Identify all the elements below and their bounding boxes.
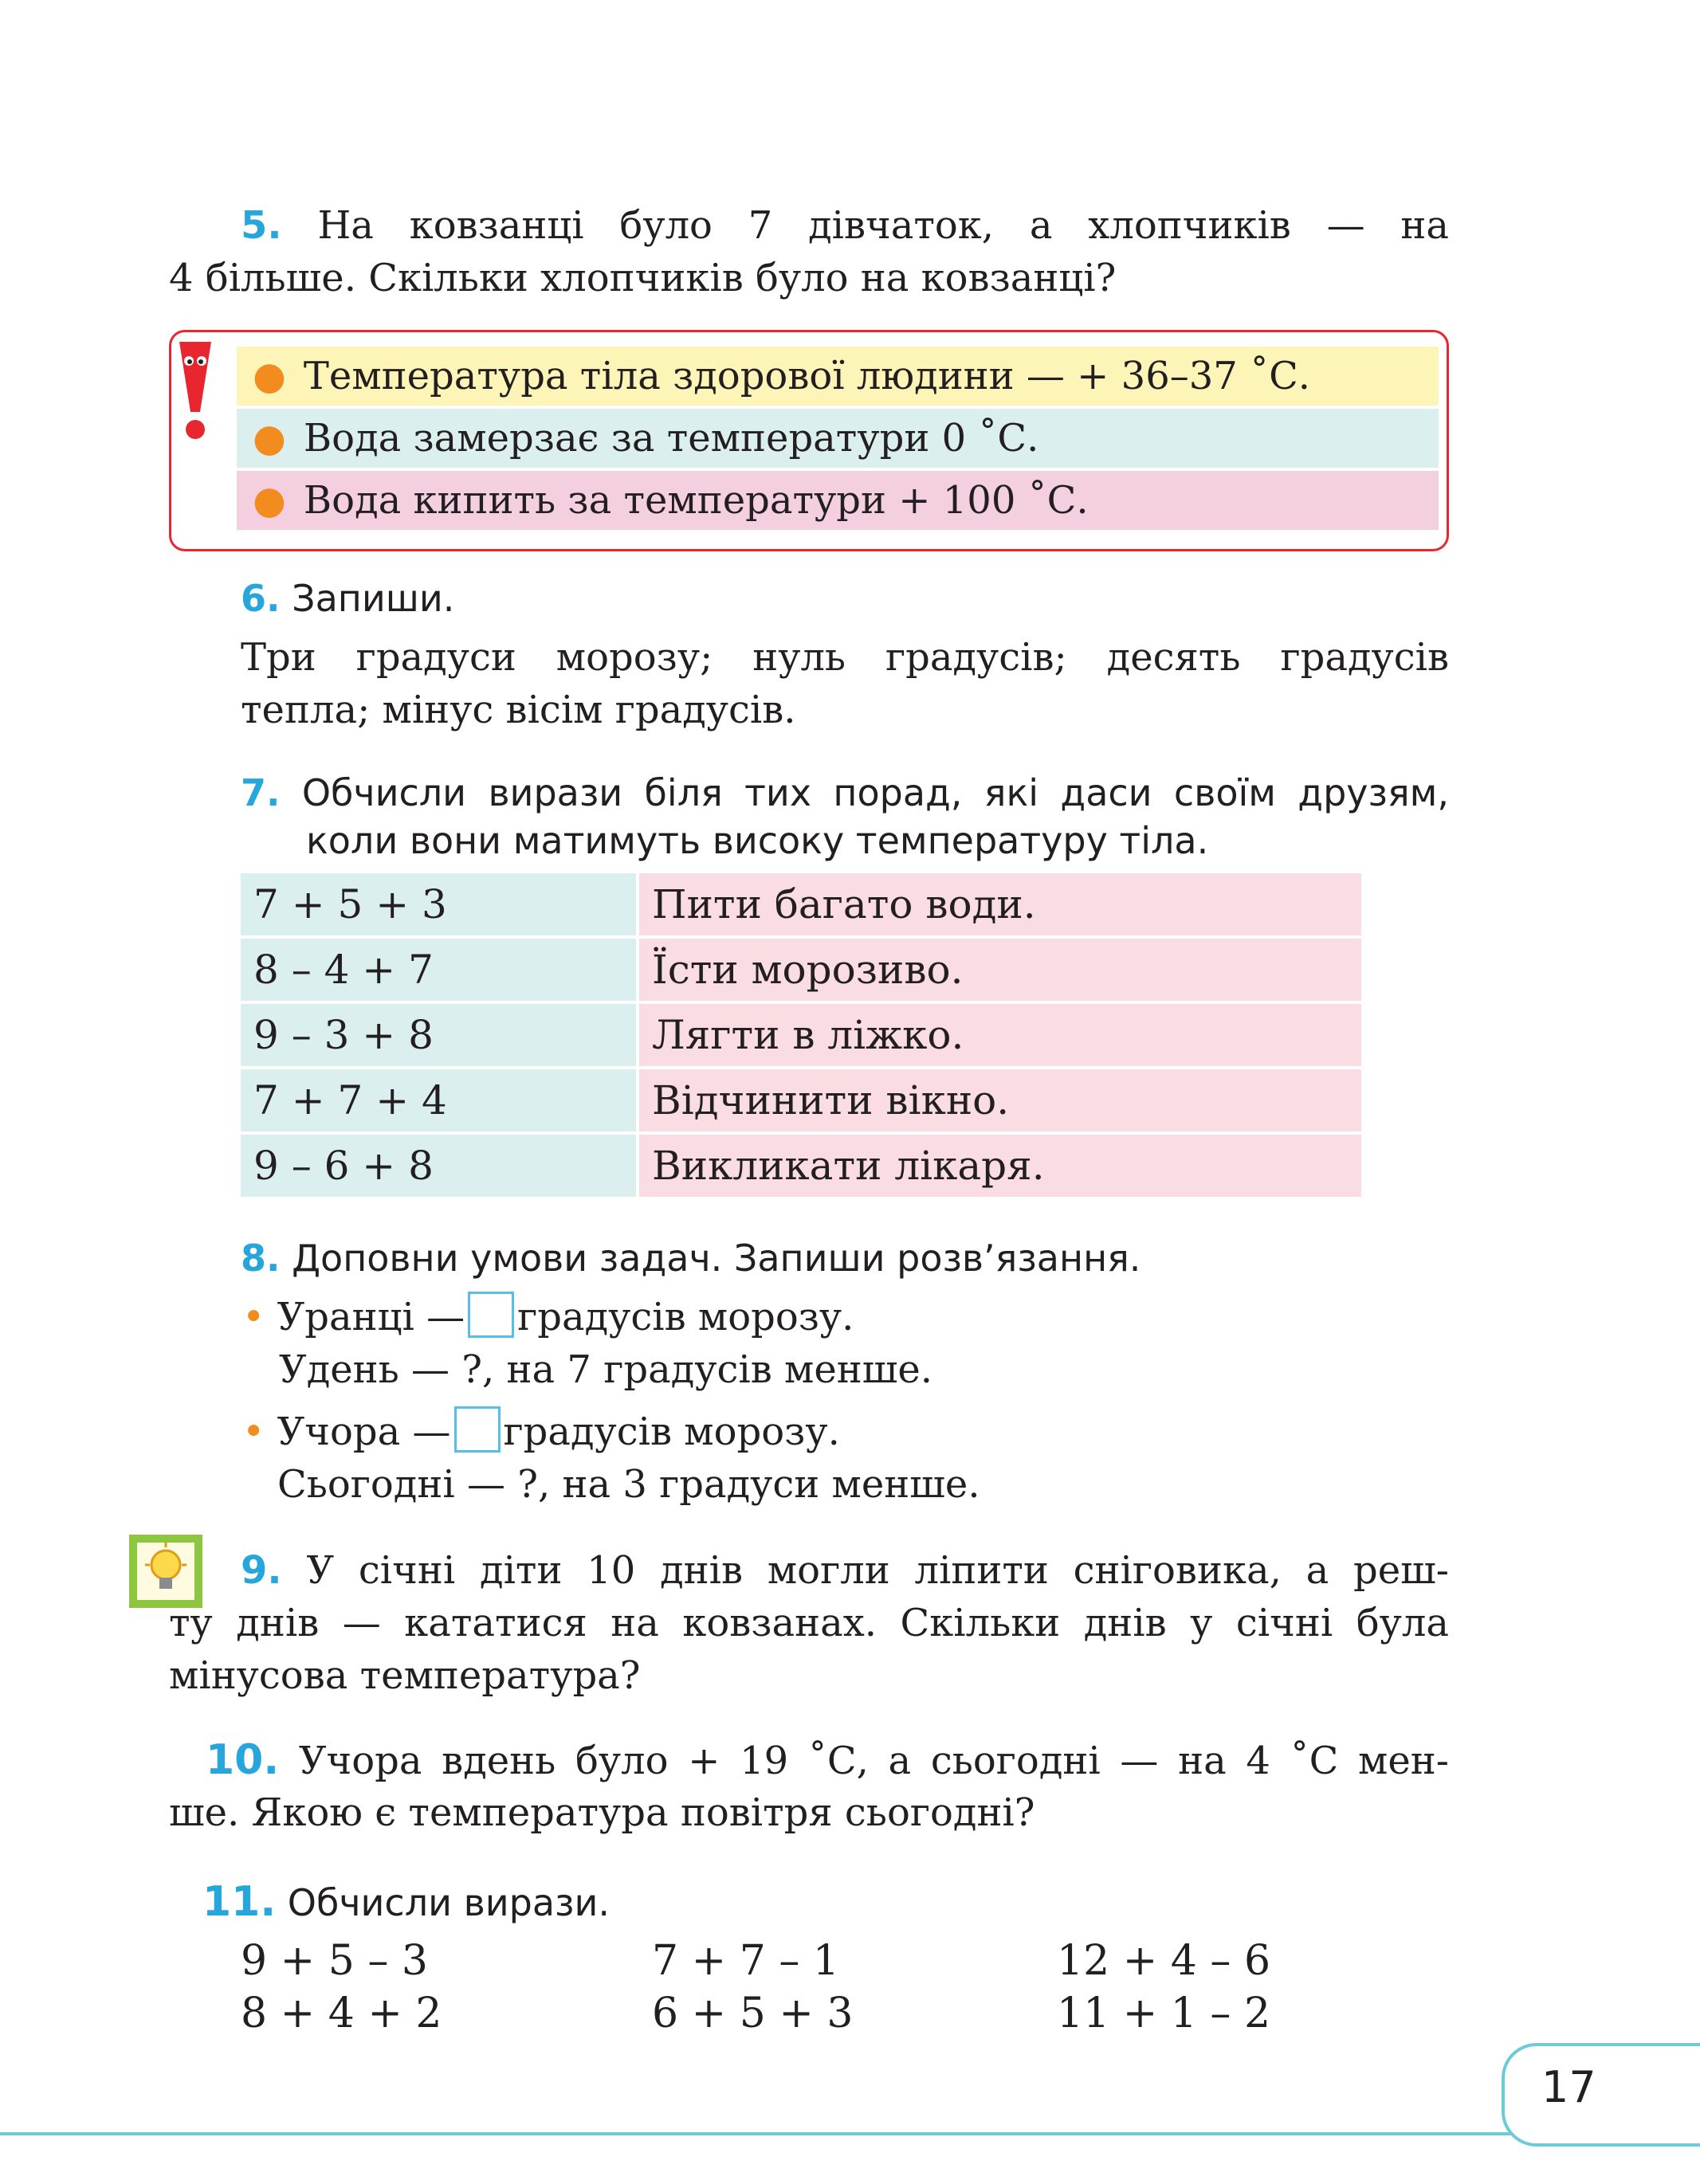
bullet-icon: • xyxy=(242,1410,265,1454)
advice-cell: Відчинити вікно. xyxy=(639,1069,1361,1131)
advice-cell: Викликати лікаря. xyxy=(639,1135,1361,1197)
bullet-icon: • xyxy=(242,1295,265,1339)
advice-cell: Лягти в ліжко. xyxy=(639,1004,1361,1066)
task-7-instruction-2: коли вони матимуть високу температуру тіла. xyxy=(306,819,1209,862)
task-6-number: 6. xyxy=(241,577,281,620)
expression: 6 + 5 + 3 xyxy=(652,1990,854,2037)
task-9-line-2: ту днів — кататися на ковзанах. Скільки днів у січні була xyxy=(169,1601,1449,1645)
task-5-text-1: На ковзанці було 7 дівчаток, а хлопчиків — на xyxy=(317,203,1449,248)
task-10-line-2: ше. Якою є температура повітря сьогодні? xyxy=(169,1790,1035,1835)
table-row xyxy=(241,1069,1361,1135)
task-8b-pre: Учора — xyxy=(277,1410,451,1454)
task-9-text-1: У січні діти 10 днів могли ліпити сніговика, а реш- xyxy=(306,1548,1449,1593)
advice-cell: Їсти морозиво. xyxy=(639,939,1361,1001)
info-item-2-text: Вода замерзає за температури 0 ˚С. xyxy=(303,416,1039,461)
task-6-line-2: тепла; мінус вісім градусів. xyxy=(241,688,796,732)
task-7-instruction-1: Обчисли вирази біля тих порад, які даси своїм друзям, xyxy=(301,771,1449,814)
info-item-2 xyxy=(237,409,1439,468)
task-9-line-3: мінусова температура? xyxy=(169,1653,641,1698)
table-row xyxy=(241,873,1361,939)
answer-box[interactable] xyxy=(468,1292,514,1338)
table-row xyxy=(241,1135,1361,1200)
task-8a-line-1 xyxy=(242,1291,854,1343)
task-8b-line-1 xyxy=(242,1406,840,1458)
expression-cell: 9 – 3 + 8 xyxy=(241,1004,636,1066)
expression-cell: 8 – 4 + 7 xyxy=(241,939,636,1001)
task-7-heading xyxy=(241,768,1449,818)
answer-box[interactable] xyxy=(454,1406,501,1453)
page-number: 17 xyxy=(1541,2062,1596,2112)
task-11-number: 11. xyxy=(202,1878,277,1926)
task-8b-line-2: Сьогодні — ?, на 3 градуси менше. xyxy=(277,1462,980,1507)
info-item-3 xyxy=(237,471,1439,530)
page-number-tab xyxy=(1502,2043,1700,2147)
task-10-number: 10. xyxy=(206,1736,280,1784)
bullet-icon: ● xyxy=(253,478,286,523)
exclamation-icon xyxy=(176,339,214,442)
expression: 12 + 4 – 6 xyxy=(1057,1937,1271,1985)
task-5-line-2: 4 більше. Скільки хлопчиків було на ковзанці? xyxy=(169,256,1117,300)
task-5-line-1 xyxy=(241,199,1449,252)
task-10-text-1: Учора вдень було + 19 ˚С, а сьогодні — на 4 ˚С мен- xyxy=(298,1739,1450,1783)
expression-cell: 7 + 7 + 4 xyxy=(241,1069,636,1131)
task-8-number: 8. xyxy=(241,1237,281,1280)
info-box xyxy=(169,330,1449,551)
task-6-heading xyxy=(241,574,454,623)
table-row xyxy=(241,1004,1361,1069)
expression: 9 + 5 – 3 xyxy=(241,1937,428,1985)
expression: 7 + 7 – 1 xyxy=(652,1937,839,1985)
task-8-instruction: Доповни умови задач. Запиши розв’язання. xyxy=(292,1237,1141,1280)
table-row xyxy=(241,939,1361,1004)
bullet-icon: ● xyxy=(253,416,286,461)
task-9-number: 9. xyxy=(241,1548,282,1593)
task-10-line-1 xyxy=(206,1734,1449,1787)
bullet-icon: ● xyxy=(253,354,286,398)
info-item-3-text: Вода кипить за температури + 100 ˚С. xyxy=(303,478,1089,523)
page-divider xyxy=(0,2132,1700,2135)
task-11-heading xyxy=(202,1877,610,1927)
task-8a-post: градусів морозу. xyxy=(517,1295,854,1339)
task-5-number: 5. xyxy=(241,203,282,248)
task-7-number: 7. xyxy=(241,771,281,814)
expression: 11 + 1 – 2 xyxy=(1057,1990,1271,2037)
task-6-line-1: Три градуси морозу; нуль градусів; десять градусів xyxy=(241,635,1449,680)
task-8a-line-2: Удень — ?, на 7 градусів менше. xyxy=(279,1347,933,1392)
info-item-1-text: Температура тіла здорової людини — + 36–37 ˚С. xyxy=(303,354,1311,398)
task-8-heading xyxy=(241,1233,1141,1283)
expression-cell: 7 + 5 + 3 xyxy=(241,873,636,935)
expression: 8 + 4 + 2 xyxy=(241,1990,442,2037)
advice-table xyxy=(241,873,1361,1200)
task-8a-pre: Уранці — xyxy=(277,1295,465,1339)
task-11-instruction: Обчисли вирази. xyxy=(287,1881,610,1924)
task-6-instruction: Запиши. xyxy=(292,577,455,620)
task-9-line-1 xyxy=(241,1544,1449,1597)
advice-cell: Пити багато води. xyxy=(639,873,1361,935)
expression-cell: 9 – 6 + 8 xyxy=(241,1135,636,1197)
info-item-1 xyxy=(237,347,1439,406)
task-8b-post: градусів морозу. xyxy=(503,1410,840,1454)
